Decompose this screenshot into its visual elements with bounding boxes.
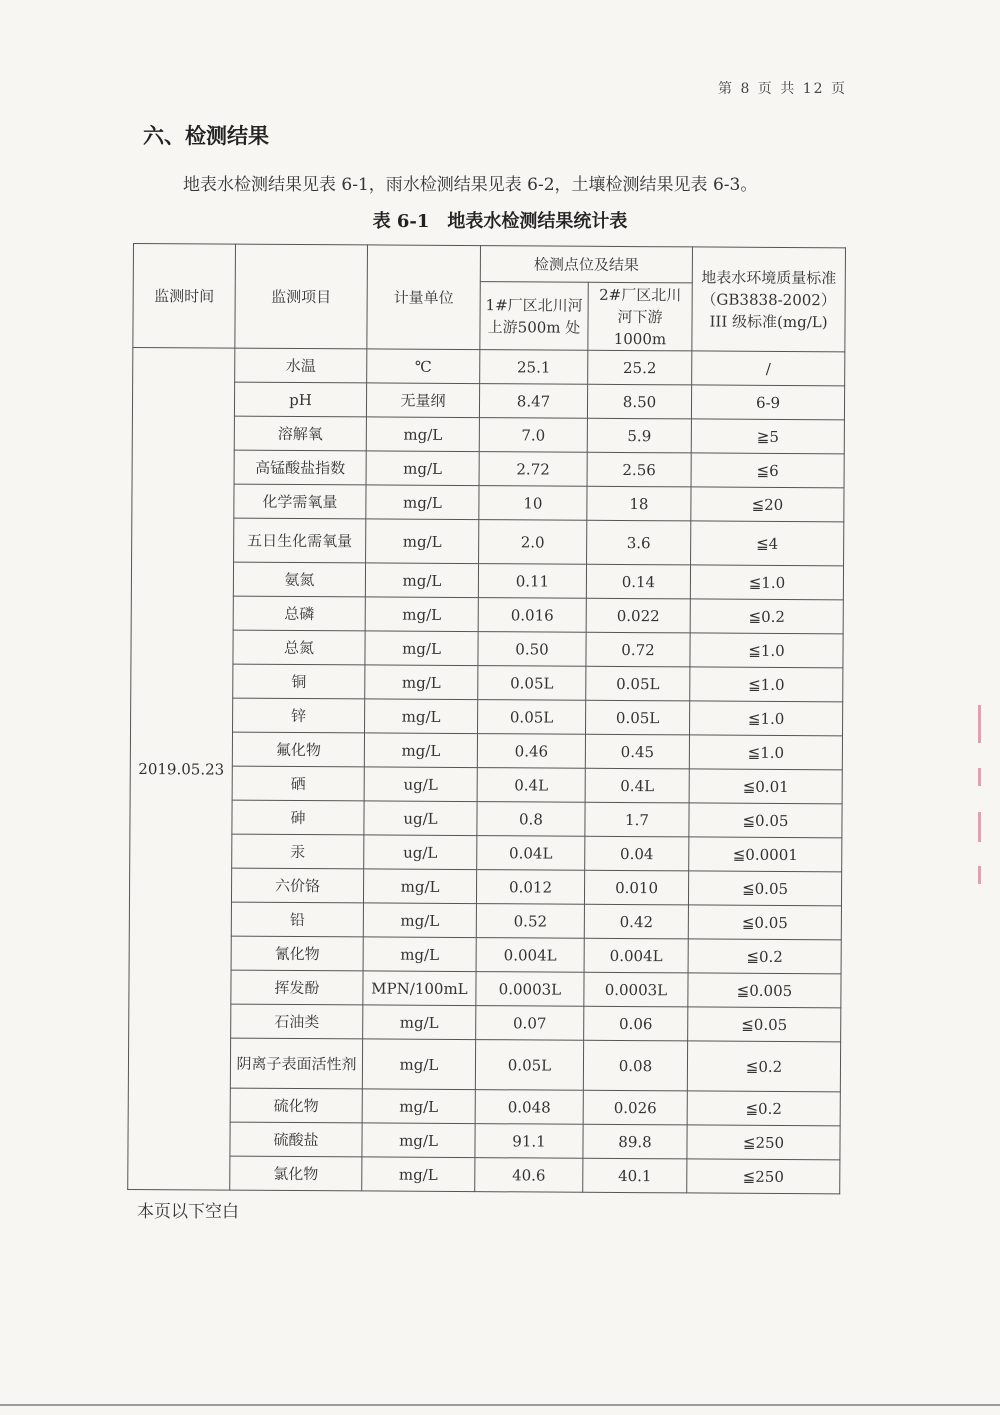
unit-cell: 无量纲 [366, 383, 479, 418]
standard-value-cell: ≦6 [691, 453, 844, 488]
point2-value-cell: 0.022 [586, 598, 690, 633]
header-unit: 计量单位 [367, 245, 481, 350]
seal-fragment [978, 866, 997, 884]
table-row [130, 765, 842, 803]
standard-value-cell: ≦0.2 [690, 599, 843, 634]
item-cell: 硫酸盐 [230, 1122, 362, 1157]
unit-cell: mg/L [363, 869, 476, 904]
table-row [132, 382, 844, 420]
unit-cell: mg/L [365, 597, 478, 632]
table-row [130, 731, 842, 769]
point1-value-cell: 0.05L [478, 700, 586, 735]
item-cell: 硒 [232, 766, 364, 801]
unit-cell: mg/L [365, 563, 478, 598]
bottom-edge-line [0, 1404, 1000, 1406]
item-cell: 六价铬 [231, 868, 363, 903]
standard-value-cell: ≦1.0 [690, 701, 843, 736]
standard-value-cell: ≦0.05 [688, 905, 841, 940]
unit-cell: mg/L [365, 699, 478, 734]
point1-value-cell: 0.52 [476, 904, 584, 939]
table-row [131, 663, 843, 701]
standard-value-cell: ≦0.05 [688, 1007, 841, 1042]
item-cell: 五日生化需氧量 [234, 518, 366, 563]
item-cell: 硫化物 [230, 1088, 362, 1123]
table-row [133, 348, 845, 386]
unit-cell: mg/L [362, 1123, 475, 1158]
table-row [131, 629, 843, 667]
unit-cell: mg/L [366, 451, 479, 486]
header-monitor-item: 监测项目 [235, 244, 368, 349]
standard-value-cell: ≦0.05 [689, 803, 842, 838]
standard-value-cell: ≦0.01 [689, 769, 842, 804]
point2-value-cell: 18 [587, 486, 691, 521]
unit-cell: mg/L [365, 631, 478, 666]
point1-value-cell: 25.1 [480, 350, 588, 385]
standard-value-cell: ≦0.05 [688, 871, 841, 906]
header-monitor-time: 监测时间 [133, 244, 236, 349]
point1-value-cell: 0.46 [477, 734, 585, 769]
seal-fragment [978, 812, 997, 842]
point2-value-cell: 8.50 [587, 384, 691, 419]
point1-value-cell: 0.004L [476, 938, 584, 973]
unit-cell: MPN/100mL [363, 971, 476, 1006]
point2-value-cell: 2.56 [587, 452, 691, 487]
standard-value-cell: ≦0.005 [688, 973, 841, 1008]
table-row [129, 901, 841, 939]
standard-value-cell: ≦1.0 [690, 633, 843, 668]
point1-value-cell: 8.47 [479, 384, 587, 419]
item-cell: 总磷 [233, 596, 365, 631]
item-cell: 氰化物 [231, 936, 363, 971]
point1-value-cell: 0.048 [475, 1090, 583, 1125]
item-cell: 溶解氧 [234, 416, 366, 451]
seal-fragment [978, 768, 997, 786]
unit-cell: ℃ [367, 349, 480, 384]
results-table [127, 243, 846, 1194]
header-point-2: 2#厂区北川河下游1000m [588, 282, 692, 351]
table-row [129, 1003, 841, 1041]
point1-value-cell: 40.6 [475, 1158, 583, 1193]
point2-value-cell: 0.4L [585, 768, 689, 803]
standard-value-cell: ≦1.0 [690, 667, 843, 702]
point1-value-cell: 0.012 [476, 870, 584, 905]
point2-value-cell: 0.004L [584, 938, 688, 973]
point1-value-cell: 0.4L [477, 768, 585, 803]
point2-value-cell: 0.05L [586, 700, 690, 735]
point1-value-cell: 2.72 [479, 452, 587, 487]
header-standard: 地表水环境质量标准（GB3838-2002）III 级标准(mg/L) [692, 247, 846, 352]
table-row [132, 483, 844, 521]
table-row [130, 799, 842, 837]
point2-value-cell: 0.06 [584, 1006, 688, 1041]
point1-value-cell: 0.05L [478, 666, 586, 701]
unit-cell: mg/L [362, 1089, 475, 1124]
standard-value-cell: ≦0.2 [688, 939, 841, 974]
table-row [128, 1121, 840, 1159]
item-cell: 阴离子表面活性剂 [230, 1038, 362, 1089]
unit-cell: mg/L [362, 1039, 475, 1090]
unit-cell: mg/L [365, 665, 478, 700]
standard-value-cell: / [692, 351, 845, 386]
point1-value-cell: 0.0003L [476, 972, 584, 1007]
standard-value-cell: ≦1.0 [689, 735, 842, 770]
standard-value-cell: ≦0.2 [687, 1091, 840, 1126]
point2-value-cell: 0.08 [583, 1040, 687, 1091]
item-cell: 石油类 [231, 1004, 363, 1039]
standard-value-cell: ≦250 [687, 1159, 840, 1194]
table-row [131, 595, 843, 633]
standard-value-cell: ≦4 [691, 521, 844, 566]
item-cell: 高锰酸盐指数 [234, 450, 366, 485]
table-row [128, 1037, 840, 1091]
table-row [129, 935, 841, 973]
point2-value-cell: 25.2 [588, 350, 692, 385]
standard-value-cell: ≦0.0001 [689, 837, 842, 872]
point2-value-cell: 0.45 [585, 734, 689, 769]
unit-cell: mg/L [364, 733, 477, 768]
item-cell: 水温 [235, 348, 367, 383]
unit-cell: mg/L [366, 519, 479, 564]
point1-value-cell: 0.07 [476, 1006, 584, 1041]
blank-page-note: 本页以下空白 [137, 1202, 239, 1222]
header-point-1: 1#厂区北川河上游500m 处 [480, 282, 588, 351]
standard-value-cell: ≦1.0 [690, 565, 843, 600]
results-body [128, 348, 845, 1194]
item-cell: 锌 [233, 698, 365, 733]
table-row [130, 833, 842, 871]
item-cell: 氯化物 [230, 1156, 362, 1191]
table-row [132, 415, 844, 453]
point2-value-cell: 1.7 [585, 802, 689, 837]
item-cell: 氟化物 [232, 732, 364, 767]
point1-value-cell: 0.8 [477, 802, 585, 837]
item-cell: 铜 [233, 664, 365, 699]
item-cell: 总氮 [233, 630, 365, 665]
table-row [131, 561, 843, 599]
standard-value-cell: ≧5 [691, 419, 844, 454]
unit-cell: mg/L [363, 937, 476, 972]
unit-cell: mg/L [366, 485, 479, 520]
unit-cell: mg/L [363, 1005, 476, 1040]
point1-value-cell: 0.04L [477, 836, 585, 871]
results-table-wrapper [127, 243, 846, 1194]
item-cell: 汞 [232, 834, 364, 869]
point2-value-cell: 0.0003L [584, 972, 688, 1007]
point2-value-cell: 89.8 [583, 1124, 687, 1159]
monitor-date-cell: 2019.05.23 [128, 348, 235, 1191]
point1-value-cell: 0.016 [478, 598, 586, 633]
table-row [129, 867, 841, 905]
table-row [132, 449, 844, 487]
point1-value-cell: 91.1 [475, 1124, 583, 1159]
standard-value-cell: ≦250 [687, 1125, 840, 1160]
point2-value-cell: 0.14 [586, 564, 690, 599]
page-number: 第 8 页 共 12 页 [718, 81, 847, 97]
item-cell: 铅 [231, 902, 363, 937]
table-row [129, 969, 841, 1007]
item-cell: 氨氮 [233, 562, 365, 597]
unit-cell: ug/L [364, 835, 477, 870]
point1-value-cell: 2.0 [479, 520, 587, 565]
table-row [132, 517, 844, 565]
item-cell: pH [234, 382, 366, 417]
intro-paragraph: 地表水检测结果见表 6-1，雨水检测结果见表 6-2，土壤检测结果见表 6-3。 [183, 175, 758, 195]
item-cell: 化学需氧量 [234, 484, 366, 519]
item-cell: 砷 [232, 800, 364, 835]
point1-value-cell: 0.11 [478, 564, 586, 599]
unit-cell: ug/L [364, 801, 477, 836]
standard-value-cell: 6-9 [691, 385, 844, 420]
point1-value-cell: 7.0 [479, 418, 587, 453]
table-title: 表 6-1 地表水检测结果统计表 [372, 211, 628, 232]
point2-value-cell: 40.1 [583, 1158, 687, 1193]
point2-value-cell: 0.04 [585, 836, 689, 871]
seal-fragment [978, 705, 997, 743]
item-cell: 挥发酚 [231, 970, 363, 1005]
point2-value-cell: 0.05L [586, 666, 690, 701]
standard-value-cell: ≦0.2 [687, 1041, 840, 1092]
point1-value-cell: 0.05L [475, 1040, 583, 1091]
section-heading: 六、检测结果 [143, 123, 269, 148]
point2-value-cell: 5.9 [587, 418, 691, 453]
standard-value-cell: ≦20 [691, 487, 844, 522]
unit-cell: mg/L [363, 903, 476, 938]
header-points: 检测点位及结果 [480, 246, 692, 283]
point2-value-cell: 3.6 [587, 520, 691, 565]
point1-value-cell: 0.50 [478, 632, 586, 667]
point2-value-cell: 0.010 [584, 870, 688, 905]
unit-cell: mg/L [362, 1157, 475, 1192]
table-row [128, 1155, 840, 1193]
point1-value-cell: 10 [479, 486, 587, 521]
unit-cell: mg/L [366, 417, 479, 452]
table-row [128, 1087, 840, 1125]
point2-value-cell: 0.42 [584, 904, 688, 939]
point2-value-cell: 0.026 [583, 1090, 687, 1125]
table-row [131, 697, 843, 735]
unit-cell: ug/L [364, 767, 477, 802]
point2-value-cell: 0.72 [586, 632, 690, 667]
